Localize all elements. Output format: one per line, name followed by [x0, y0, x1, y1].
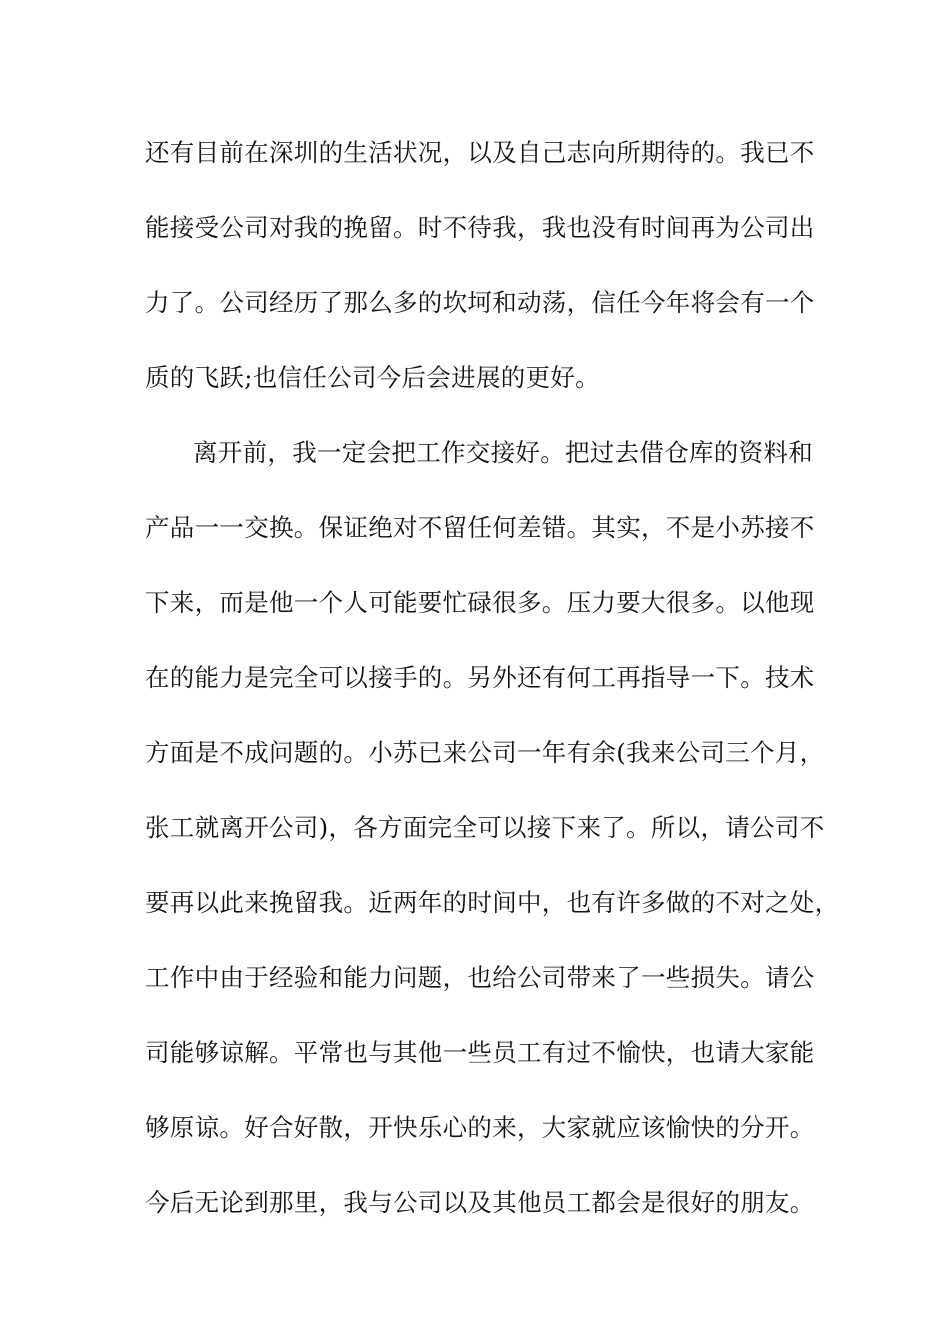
text-line: 下来，而是他一个人可能要忙碌很多。压力要大很多。以他现: [145, 588, 815, 617]
text-line: 能接受公司对我的挽留。时不待我，我也没有时间再为公司出: [145, 213, 815, 242]
text-line: 够原谅。好合好散，开快乐心的来，大家就应该愉快的分开。: [145, 1113, 815, 1142]
text-line: 司能够谅解。平常也与其他一些员工有过不愉快，也请大家能: [145, 1038, 815, 1067]
text-line: 还有目前在深圳的生活状况，以及自己志向所期待的。我已不: [145, 138, 815, 167]
text-line: 今后无论到那里，我与公司以及其他员工都会是很好的朋友。: [145, 1188, 815, 1217]
body-text: [145, 129, 840, 1254]
text-line: 产品一一交换。保证绝对不留任何差错。其实，不是小苏接不: [145, 513, 815, 542]
paragraph-first-line: 离开前，我一定会把工作交接好。把过去借仓库的资料和: [193, 438, 813, 467]
text-line: 方面是不成问题的。小苏已来公司一年有余(我来公司三个月，: [145, 738, 825, 767]
text-line: 要再以此来挽留我。近两年的时间中，也有许多做的不对之处，: [145, 888, 840, 917]
text-line: 质的飞跃;也信任公司今后会进展的更好。: [145, 363, 600, 392]
text-line: 工作中由于经验和能力问题，也给公司带来了一些损失。请公: [145, 963, 815, 992]
text-line: 力了。公司经历了那么多的坎坷和动荡，信任今年将会有一个: [145, 288, 815, 317]
text-line: 在的能力是完全可以接手的。另外还有何工再指导一下。技术: [145, 663, 815, 692]
text-line: 张工就离开公司)，各方面完全可以接下来了。所以，请公司不: [145, 813, 825, 842]
